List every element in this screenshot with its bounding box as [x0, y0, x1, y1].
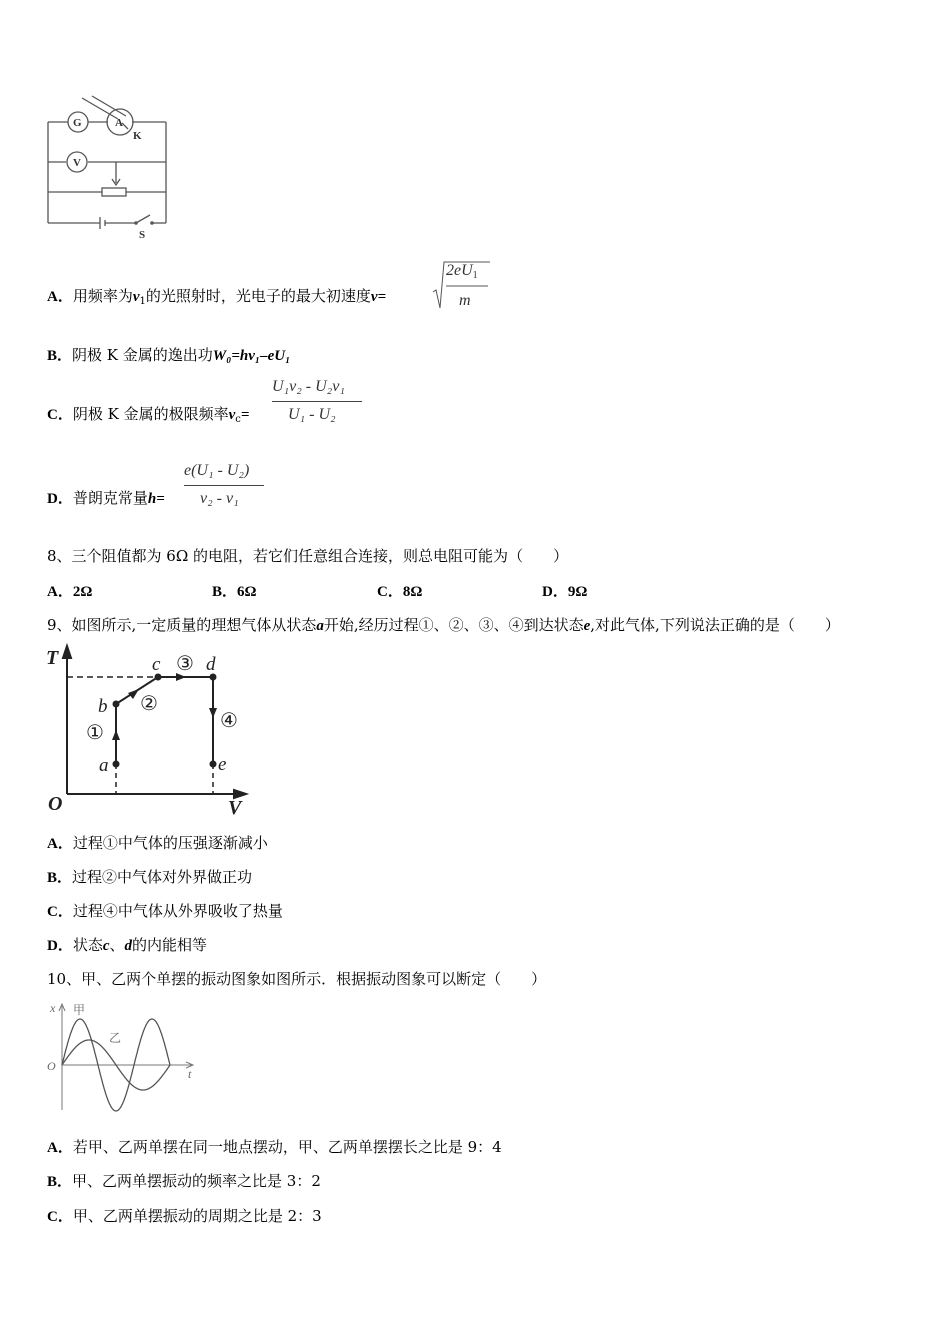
- point-e-label: e: [218, 754, 227, 775]
- origin-label: O: [48, 793, 63, 815]
- t-axis-label-10: t: [188, 1067, 192, 1081]
- tv-graph: [40, 642, 260, 822]
- q9-stem: 9、如图所示,一定质量的理想气体从状态a开始,经历过程①、②、③、④到达状态e,对此气体,下列说法正确的是（ ）: [47, 616, 840, 634]
- q7-option-d[interactable]: D．普朗克常量h=: [47, 489, 165, 507]
- step-4-label: ④: [220, 710, 238, 732]
- v-axis-label: V: [228, 797, 242, 819]
- q7-option-b[interactable]: B．阴极 K 金属的逸出功W₀=hν₁–eU₁: [47, 346, 291, 364]
- point-c-label: c: [152, 654, 161, 675]
- curve-jia-label: 甲: [73, 1003, 86, 1017]
- step-2-label: ②: [140, 693, 158, 715]
- q9-option-c[interactable]: C．过程④中气体从外界吸收了热量: [47, 902, 283, 920]
- q10-option-c[interactable]: C．甲、乙两单摆振动的周期之比是 2：3: [47, 1207, 322, 1225]
- point-d-label: d: [206, 654, 216, 675]
- ammeter-label: A: [115, 117, 123, 129]
- switch-label: S: [139, 229, 146, 241]
- q8-option-c[interactable]: C．8Ω: [377, 584, 423, 600]
- q9-option-a[interactable]: A．过程①中气体的压强逐渐减小: [47, 834, 268, 852]
- q10-option-b[interactable]: B．甲、乙两单摆振动的频率之比是 3：2: [47, 1172, 321, 1190]
- q10-stem: 10、甲、乙两个单摆的振动图象如图所示．根据振动图象可以断定（ ）: [47, 970, 547, 988]
- circuit-diagram: [40, 95, 180, 245]
- step-1-label: ①: [86, 722, 104, 744]
- point-a-label: a: [99, 755, 109, 776]
- q9-option-b[interactable]: B．过程②中气体对外界做正功: [47, 868, 253, 886]
- q8-option-a[interactable]: A．2Ω: [47, 584, 93, 600]
- galvanometer-label: G: [73, 117, 82, 129]
- q7-option-a[interactable]: A．用频率为$\nu_1$的光照射时，光电子的最大初速度v=: [47, 287, 387, 307]
- q8-stem: 8、三个阻值都为 6Ω 的电阻，若它们任意组合连接，则总电阻可能为（ ）: [47, 547, 569, 565]
- q8-option-d[interactable]: D．9Ω: [542, 584, 588, 600]
- q9-option-d[interactable]: D．状态c、d的内能相等: [47, 936, 208, 954]
- t-axis-label: T: [46, 647, 59, 669]
- x-axis-label: x: [50, 1001, 56, 1015]
- voltmeter-label: V: [73, 157, 81, 169]
- q10-option-a[interactable]: A．若甲、乙两单摆在同一地点摆动，甲、乙两单摆摆长之比是 9：4: [47, 1138, 502, 1156]
- curve-yi-label: 乙: [109, 1031, 122, 1045]
- point-b-label: b: [98, 696, 108, 717]
- q7-option-c[interactable]: C．阴极 K 金属的极限频率$\nu_c=$: [47, 405, 250, 425]
- q8-option-b[interactable]: B．6Ω: [212, 584, 257, 600]
- oscillation-graph: [42, 998, 202, 1116]
- origin-label-10: O: [47, 1059, 56, 1073]
- step-3-label: ③: [176, 653, 194, 675]
- cathode-label: K: [133, 130, 142, 142]
